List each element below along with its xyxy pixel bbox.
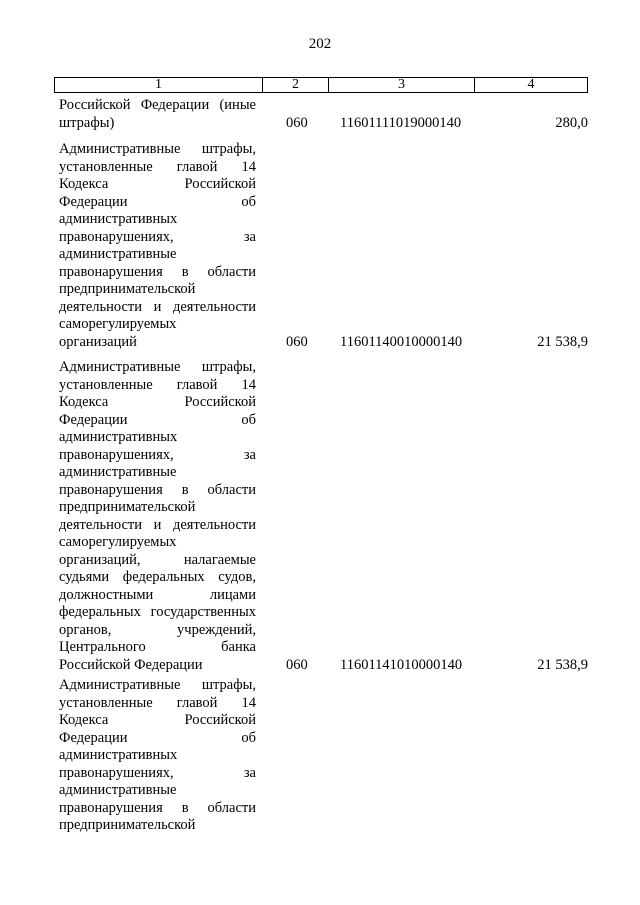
description-line: саморегулируемых bbox=[59, 534, 177, 550]
description-line: правонарушениях, за bbox=[59, 228, 256, 245]
description-line: административных bbox=[59, 211, 178, 227]
description-line: предпринимательской bbox=[59, 281, 196, 297]
description-line: судьями федеральных судов, bbox=[59, 569, 256, 585]
description-line: правонарушениях, за bbox=[59, 764, 256, 781]
description-line: установленные главой 14 bbox=[59, 158, 256, 175]
description-line: органов, учреждений, bbox=[59, 621, 256, 638]
description-line: Федерации об bbox=[59, 729, 256, 746]
description-line: административные bbox=[59, 782, 177, 798]
description-line: Российской Федерации (иные bbox=[59, 97, 256, 113]
description-line: административные bbox=[59, 464, 177, 480]
row-amount: 21 538,9 bbox=[537, 333, 588, 350]
column-header-2: 2 bbox=[263, 78, 329, 92]
description-line: установленные главой 14 bbox=[59, 694, 256, 711]
description-line: Кодекса Российской bbox=[59, 712, 256, 728]
description-line: Кодекса Российской bbox=[59, 394, 256, 410]
description-line: организаций bbox=[59, 333, 137, 350]
description-line: предпринимательской bbox=[59, 817, 196, 833]
description-line: должностными лицами bbox=[59, 586, 256, 603]
row-kbk: 11601141010000140 bbox=[340, 656, 463, 673]
description-line: правонарушения в области bbox=[59, 263, 256, 280]
description-line: правонарушениях, за bbox=[59, 446, 256, 463]
description-line: Административные штрафы, bbox=[59, 141, 256, 157]
description-line: правонарушения в области bbox=[59, 481, 256, 498]
description-line: федеральных государственных bbox=[59, 604, 256, 620]
column-header-3: 3 bbox=[329, 78, 475, 92]
description-line: саморегулируемых bbox=[59, 316, 177, 332]
description-line: деятельности и деятельности bbox=[59, 516, 256, 533]
description-line: предпринимательской bbox=[59, 499, 196, 515]
row-kbk: 11601140010000140 bbox=[340, 333, 463, 350]
description-line: Кодекса Российской bbox=[59, 176, 256, 192]
description-line: Административные штрафы, bbox=[59, 677, 256, 693]
description-line: Административные штрафы, bbox=[59, 359, 256, 375]
row-kbk: 11601111019000140 bbox=[340, 114, 462, 131]
row-code: 060 bbox=[286, 114, 308, 131]
row-description bbox=[59, 359, 256, 674]
description-line: административных bbox=[59, 747, 178, 763]
row-code: 060 bbox=[286, 333, 308, 350]
description-line: организаций, налагаемые bbox=[59, 551, 256, 568]
page-number: 202 bbox=[308, 36, 332, 52]
row-description bbox=[59, 97, 256, 132]
description-line: правонарушения в области bbox=[59, 799, 256, 816]
description-line: Федерации об bbox=[59, 411, 256, 428]
row-code: 060 bbox=[286, 656, 308, 673]
description-line: Российской Федерации bbox=[59, 656, 203, 673]
column-header-1: 1 bbox=[55, 78, 263, 92]
row-amount: 280,0 bbox=[555, 114, 588, 131]
row-description bbox=[59, 141, 256, 351]
description-line: Центрального банка bbox=[59, 639, 256, 655]
description-line: административных bbox=[59, 429, 178, 445]
row-amount: 21 538,9 bbox=[537, 656, 588, 673]
description-line: деятельности и деятельности bbox=[59, 298, 256, 315]
description-line: штрафы) bbox=[59, 114, 115, 131]
column-header-4: 4 bbox=[527, 77, 535, 92]
description-line: административные bbox=[59, 246, 177, 262]
description-line: Федерации об bbox=[59, 193, 256, 210]
row-description bbox=[59, 677, 256, 835]
description-line: установленные главой 14 bbox=[59, 376, 256, 393]
table-column-header bbox=[54, 77, 588, 93]
